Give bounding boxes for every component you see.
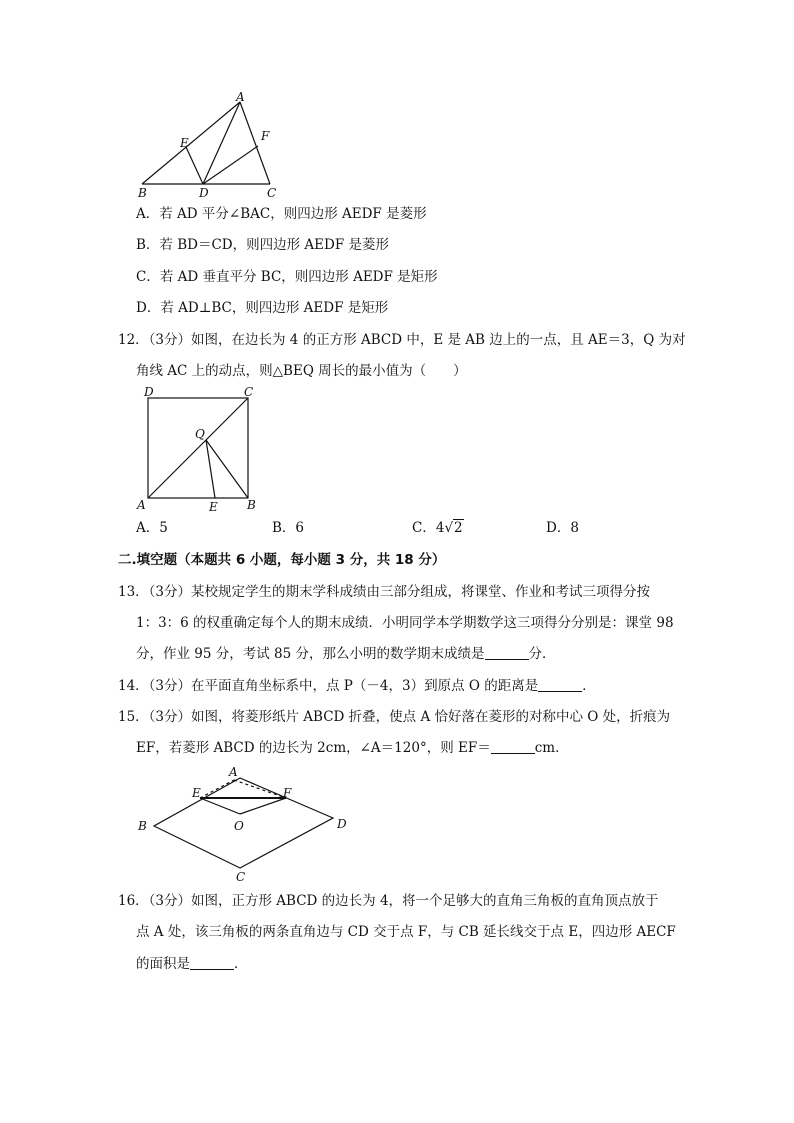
fig15-label-d: D [337,817,347,831]
q12-option-a: A．5 [136,520,168,536]
q13-answer-blank[interactable] [485,645,529,660]
q14-text-b: ． [582,678,596,694]
fig15-label-c: C [236,870,246,882]
q16-stem-line1: 16．（3分）如图，正方形 ABCD 的边长为 4，将一个足够大的直角三角板的直角顶点放于 [118,893,659,909]
q13-stem-line1: 13．（3分）某校规定学生的期末学科成绩由三部分组成，将课堂、作业和考试三项得分按 [118,584,651,600]
fig11-label-e: E [180,136,189,150]
q16-text-b: ． [234,956,248,972]
q15-text-b: cm． [534,740,569,756]
q11-option-a: A．若 AD 平分∠BAC，则四边形 AEDF 是菱形 [136,206,427,222]
fig12-label-a: A [137,498,146,512]
figure-q12 [135,384,265,514]
fig15-label-o: O [234,819,244,833]
q13-stem-line3 [136,644,556,664]
sqrt-symbol: √2 [444,520,463,536]
q14-answer-blank[interactable] [538,677,582,692]
fig12-label-e: E [209,500,218,514]
q15-answer-blank[interactable] [491,739,535,754]
q12-option-c-label: C． [412,520,436,536]
q12-option-c-radicand: 2 [454,520,463,536]
fig15-label-f: F [283,786,292,800]
fig11-label-c: C [267,186,277,200]
fig11-label-d: D [199,186,209,200]
q14-text-a: 14．（3分）在平面直角坐标系中，点 P（－4，3）到原点 O 的距离是 [118,678,539,694]
q14-stem [118,676,596,696]
q15-stem-line2 [136,738,569,758]
q15-stem-line1: 15．（3分）如图，将菱形纸片 ABCD 折叠，使点 A 恰好落在菱形的对称中心 O 处，折痕为 [118,709,671,725]
fig12-label-q: Q [195,427,205,441]
q12-stem-line2: 角线 AC 上的动点，则△BEQ 周长的最小值为（ ） [136,363,467,379]
q11-option-b: B．若 BD＝CD，则四边形 AEDF 是菱形 [136,237,389,253]
fig11-label-f: F [261,129,270,143]
q13-text-b: 分． [528,646,556,662]
q11-option-c: C．若 AD 垂直平分 BC，则四边形 AEDF 是矩形 [136,269,438,285]
q12-option-c-coef: 4 [435,520,445,536]
q13-text-a: 分，作业 95 分，考试 85 分，那么小明的数学期末成绩是 [136,646,485,662]
q12-option-c [412,518,464,538]
q12-option-d: D．8 [546,520,579,536]
q16-text-a: 的面积是 [136,956,190,972]
section-heading: 二.填空题（本题共 6 小题，每小题 3 分，共 18 分） [118,552,446,568]
fig15-label-a: A [229,765,238,779]
q13-stem-line2: 1：3：6 的权重确定每个人的期末成绩．小明同学本学期数学这三项得分分别是：课堂 98 [136,615,674,631]
fig12-label-c: C [244,385,254,399]
figure-q11 [130,92,290,202]
q15-text-a: EF，若菱形 ABCD 的边长为 2cm，∠A＝120°，则 EF＝ [136,740,491,756]
fig12-label-d: D [144,385,154,399]
q16-answer-blank[interactable] [190,955,234,970]
fig12-label-b: B [247,498,256,512]
fig15-label-b: B [138,819,147,833]
q11-option-d: D．若 AD⊥BC，则四边形 AEDF 是矩形 [136,300,389,316]
q16-stem-line2: 点 A 处，该三角板的两条直角边与 CD 交于点 F，与 CB 延长线交于点 E，四边形 AECF [136,924,676,940]
fig15-label-e: E [192,786,201,800]
q16-stem-line3 [136,954,248,974]
q12-option-b: B．6 [272,520,305,536]
fig11-label-b: B [138,186,147,200]
q12-stem-line1: 12．（3分）如图，在边长为 4 的正方形 ABCD 中，E 是 AB 边上的一点，且 AE＝3，Q 为对 [118,332,686,348]
figure-q15 [130,762,360,882]
fig11-label-a: A [236,92,245,104]
